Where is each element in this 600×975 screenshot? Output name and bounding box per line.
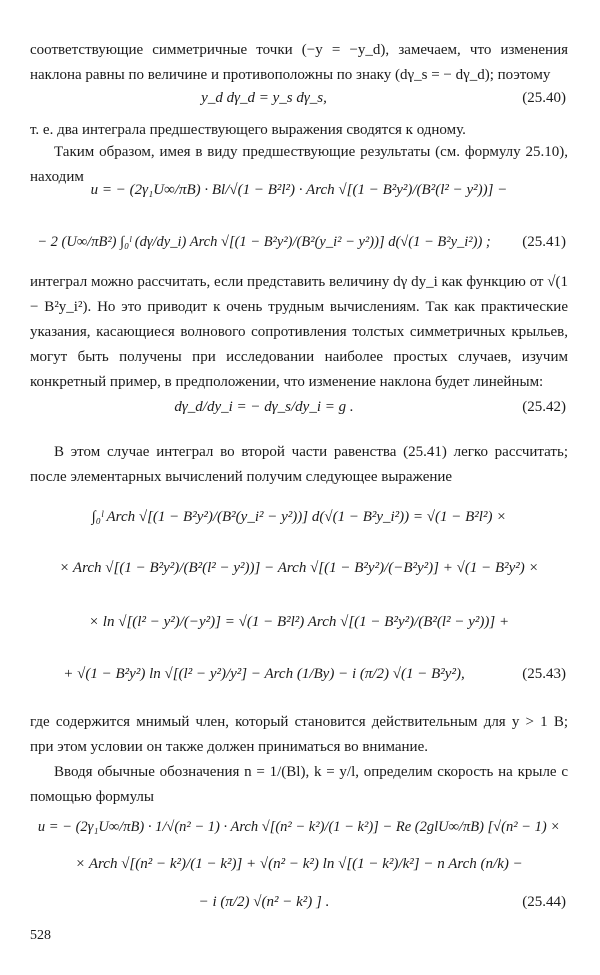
- paragraph-1: соответствующие симметричные точки (−y = −y_d), замечаем, что изменения наклона равны по величине и противоположны по знаку (dγ_s = − dγ_d); поэтому: [30, 42, 568, 83]
- equation-25-44-line-3: [30, 890, 568, 926]
- equation-25-44-line-1-body: u = − (2γ₁U∞/πB) · 1/√(n² − 1) · Arch √[(n² − k²)/(1 − k²)] − Re (2glU∞/πB) [√(n² − 1) ×: [37, 819, 561, 835]
- equation-25-43-line-1: [30, 505, 568, 541]
- equation-25-44-line-2: [30, 852, 568, 888]
- equation-25-43-line-3: [30, 610, 568, 646]
- equation-25-42-body: dγ_d/dy_i = − dγ_s/dy_i = g .: [174, 399, 354, 415]
- equation-25-41-line-1-body: u = − (2γ₁U∞/πB) · Bl/√(1 − B²l²) · Arch √[(1 − B²y²)/(B²(l² − y²))] −: [90, 182, 508, 198]
- equation-25-40-number: (25.40): [522, 90, 566, 106]
- equation-25-44-line-3-body: − i (π/2) √(n² − k²) ] .: [198, 894, 330, 910]
- equation-25-43-line-3-body: × ln √[(l² − y²)/(−y²)] = √(1 − B²l²) Arch √[(1 − B²y²)/(B²(l² − y²))] +: [88, 614, 510, 630]
- equation-25-44-line-2-body: × Arch √[(n² − k²)/(1 − k²)] + √(n² − k²) ln √[(1 − k²)/k²] − n Arch (n/k) −: [75, 856, 523, 872]
- equation-25-43-number: (25.43): [522, 666, 566, 682]
- page-number: 528: [30, 928, 51, 943]
- equation-25-41-number: (25.41): [522, 234, 566, 250]
- paragraph-4: интеграл можно рассчитать, если представить величину dγ dy_i как функцию от √(1 − B²y_i²). Но это приводит к очень трудным вычислениям. Так как практические указания, касающиеся волнового сопротивления толстых симметричных крыльев, могут быть получены при исследовании наиболее простых случаев, изучим конкретный пример, в предположении, что изменение наклона будет линейным:: [30, 274, 568, 390]
- equation-25-43-line-2: [30, 556, 568, 592]
- equation-25-44-line-1: [30, 815, 568, 851]
- equation-25-42: [30, 395, 568, 429]
- equation-25-40-body: y_d dγ_d = y_s dγ_s,: [201, 90, 327, 106]
- paragraph-3: Таким образом, имея в виду предшествующие результаты (см. формулу 25.10), находим: [30, 144, 568, 185]
- equation-25-43-line-4-body: + √(1 − B²y²) ln √[(l² − y²)/y²] − Arch (1/By) − i (π/2) √(1 − B²y²),: [63, 666, 465, 682]
- equation-25-43-line-1-body: ∫₀ˡ Arch √[(1 − B²y²)/(B²(y_i² − y²))] d(√(1 − B²y_i²)) = √(1 − B²l²) ×: [91, 509, 507, 525]
- paragraph-2: т. е. два интеграла предшествующего выражения сводятся к одному.: [30, 122, 466, 138]
- equation-25-41-line-2: [30, 230, 568, 266]
- equation-25-41-line-2-body: − 2 (U∞/πB²) ∫₀ˡ (dγ/dy_i) Arch √[(1 − B²y²)/(B²(y_i² − y²))] d(√(1 − B²y_i²)) ;: [37, 234, 491, 250]
- equation-25-40: [30, 86, 568, 116]
- paragraph-5: В этом случае интеграл во второй части равенства (25.41) легко рассчитать; после элементарных вычислений получим следующее выражение: [30, 444, 568, 485]
- equation-25-44-number: (25.44): [522, 894, 566, 910]
- equation-25-42-number: (25.42): [522, 399, 566, 415]
- equation-25-41-line-1: [30, 178, 568, 214]
- equation-25-43-line-4: [30, 662, 568, 698]
- equation-25-43-line-2-body: × Arch √[(1 − B²y²)/(B²(l² − y²))] − Arch √[(1 − B²y²)/(−B²y²)] + √(1 − B²y²) ×: [59, 560, 539, 576]
- paragraph-7: Вводя обычные обозначения n = 1/(Bl), k = y/l, определим скорость на крыле с помощью формулы: [30, 764, 568, 805]
- paragraph-6: где содержится мнимый член, который становится действительным для y > 1 B; при этом условии он также должен приниматься во внимание.: [30, 714, 568, 755]
